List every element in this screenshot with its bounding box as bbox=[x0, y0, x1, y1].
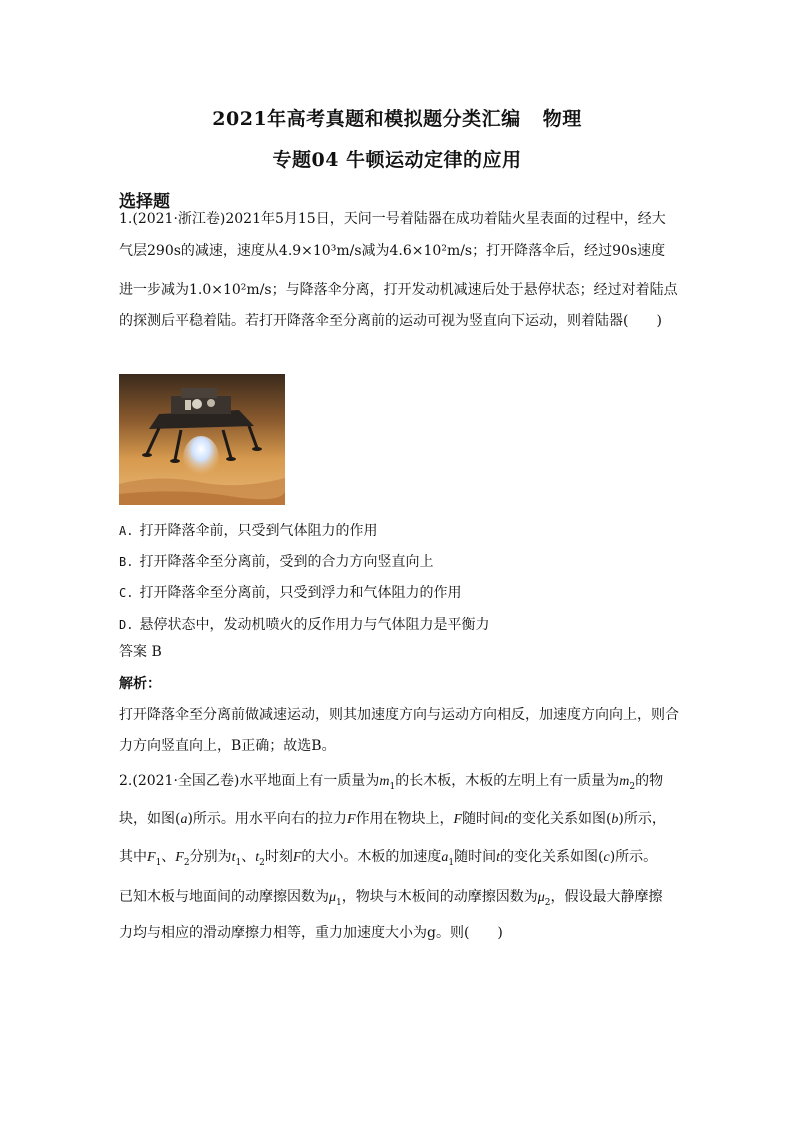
q2-line-2: 块，如图(a)所示。用水平向右的拉力F作用在物块上，F随时间t的变化关系如图(b)所示， bbox=[119, 811, 666, 827]
title-main: 2021年高考真题和模拟题分类汇编 bbox=[212, 108, 521, 130]
q1-line-2: 气层290s的减速，速度从4.9×10³m/s减为4.6×10²m/s；打开降落伞后，经过90s速度 bbox=[119, 243, 666, 259]
velocity-value-2: 4.6×10²m/s bbox=[389, 243, 473, 259]
title-subject: 物理 bbox=[542, 108, 582, 130]
q2-line-1: 2.(2021·全国乙卷)水平地面上有一质量为$m_1$的长木板，木板的左明上有一质量为$m_2$的物 bbox=[119, 773, 664, 792]
velocity-value-3: 1.0×10²m/s bbox=[189, 282, 272, 298]
q2-line-4: 已知木板与地面间的动摩擦因数为$\mu_1$，物块与木板间的动摩擦因数为$\mu_2$，假设最大静摩擦 bbox=[119, 889, 663, 908]
q1-line-1: 1.(2021·浙江卷)2021年5月15日，天问一号着陆器在成功着陆火星表面的过程中，经大 bbox=[119, 211, 666, 227]
page-subtitle: 专题04 牛顿运动定律的应用 bbox=[272, 149, 522, 171]
option-b: B. 打开降落伞至分离前，受到的合力方向竖直向上 bbox=[119, 554, 434, 570]
q1-line-4: 的探测后平稳着陆。若打开降落伞至分离前的运动可视为竖直向下运动，则着陆器( ) bbox=[119, 313, 662, 329]
analysis-line-1: 打开降落伞至分离前做减速运动，则其加速度方向与运动方向相反，加速度方向向上，则合 bbox=[119, 707, 679, 723]
q2-line-5: 力均与相应的滑动摩擦力相等，重力加速度大小为g。则( ) bbox=[119, 925, 503, 941]
page-title bbox=[0, 104, 794, 131]
option-c: C. 打开降落伞至分离前，只受到浮力和气体阻力的作用 bbox=[119, 585, 462, 601]
option-d: D. 悬停状态中，发动机喷火的反作用力与气体阻力是平衡力 bbox=[119, 617, 490, 633]
analysis-label: 解析： bbox=[119, 676, 161, 692]
velocity-value-1: 4.9×10³m/s bbox=[278, 243, 362, 259]
q2-line-3: 其中$F_1$、$F_2$分别为$t_1$、$t_2$时刻F的大小。木板的加速度$a_1$随时间t的变化关系如图(c)所示。 bbox=[119, 849, 658, 868]
mars-lander-image bbox=[119, 374, 285, 505]
section-heading: 选择题 bbox=[119, 192, 170, 212]
q1-line-3: 进一步减为1.0×10²m/s；与降落伞分离，打开发动机减速后处于悬停状态；经过对着陆点 bbox=[119, 282, 678, 298]
answer-line: 答案 B bbox=[119, 644, 162, 660]
analysis-line-2: 力方向竖直向上，B正确；故选B。 bbox=[119, 738, 336, 754]
option-a: A. 打开降落伞前，只受到气体阻力的作用 bbox=[119, 523, 378, 539]
